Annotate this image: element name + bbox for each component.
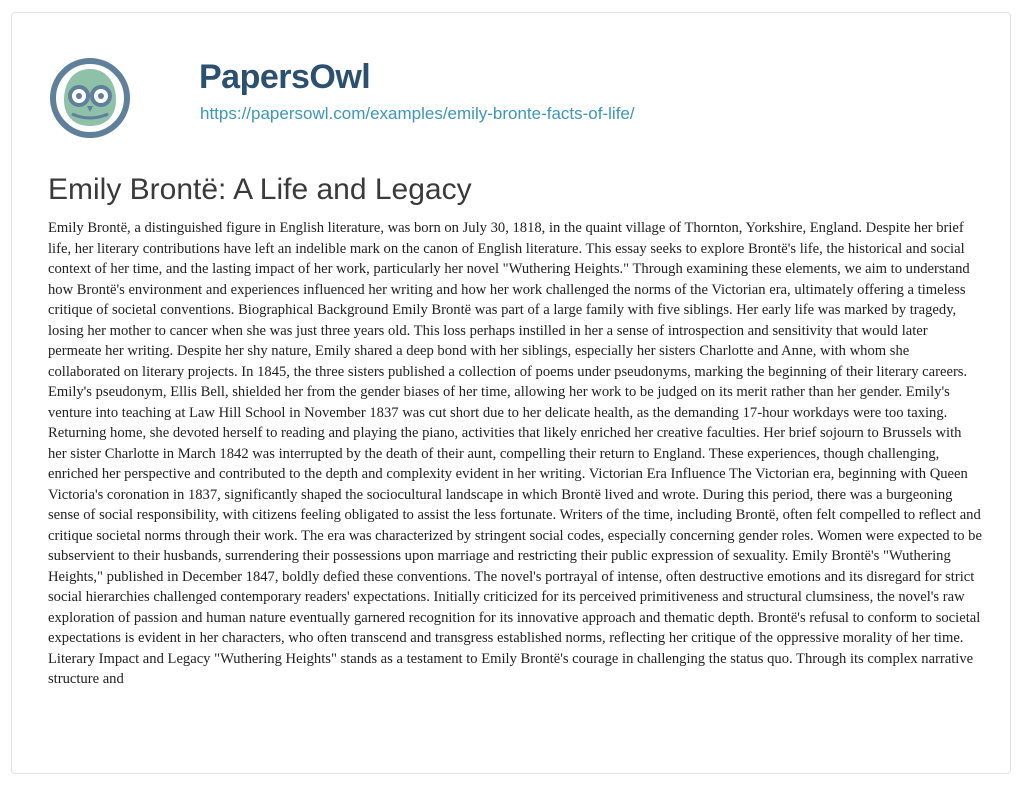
site-header — [48, 56, 748, 136]
essay-body: Emily Brontë, a distinguished figure in English literature, was born on July 30, 1818, in the quaint village of Thornton, Yorkshire, England. Despite her brief life, her literary contributions have left an indelible mark on the canon of English literature. This essay seeks to explore Brontë's life, the historical and social context of her time, and the lasting impact of her work, particularly her novel "Wuthering Heights." Through examining these elements, we aim to understand how Brontë's environment and experiences influenced her writing and how her work challenged the norms of the Victorian era, ultimately offering a timeless critique of societal conventions. Biographical Background Emily Brontë was part of a large family with five siblings. Her early life was marked by tragedy, losing her mother to cancer when she was just three years old. This loss perhaps instilled in her a sense of introspection and sensitivity that would later permeate her writing. Despite her shy nature, Emily shared a deep bond with her siblings, especially her sisters Charlotte and Anne, with whom she collaborated on literary projects. In 1845, the three sisters published a collection of poems under pseudonyms, marking the beginning of their literary careers. Emily's pseudonym, Ellis Bell, shielded her from the gender biases of her time, allowing her work to be judged on its merit rather than her gender. Emily's venture into teaching at Law Hill School in November 1837 was cut short due to her delicate health, as the demanding 17-hour workdays were too taxing. Returning home, she devoted herself to reading and playing the piano, activities that likely enriched her creative faculties. Her brief sojourn to Brussels with her sister Charlotte in March 1842 was interrupted by the death of their aunt, compelling their return to England. These experiences, though challenging, enriched her perspective and contributed to the depth and complexity evident in her writing. Victorian Era Influence The Victorian era, beginning with Queen Victoria's coronation in 1837, significantly shaped the sociocultural landscape in which Brontë lived and wrote. During this period, there was a burgeoning sense of social responsibility, with citizens feeling obligated to assist the less fortunate. Writers of the time, including Brontë, often felt compelled to reflect and critique societal norms through their work. The era was characterized by stringent social codes, especially concerning gender roles. Women were expected to be subservient to their husbands, surrendering their possessions upon marriage and restricting their public expression of sexuality. Emily Brontë's "Wuthering Heights," published in December 1847, boldly defied these conventions. The novel's portrayal of intense, often destructive emotions and its disregard for strict social hierarchies challenged contemporary readers' expectations. Initially criticized for its perceived primitiveness and structural clumsiness, the novel's raw exploration of passion and human nature eventually garnered recognition for its innovative approach and thematic depth. Brontë's refusal to conform to societal expectations is evident in her characters, who often transcend and transgress established norms, reflecting her critique of the oppressive morality of her time. Literary Impact and Legacy "Wuthering Heights" stands as a testament to Emily Brontë's courage in challenging the status quo. Through its complex narrative structure and — [48, 220, 982, 687]
essay-title: Emily Brontë: A Life and Legacy — [48, 173, 472, 206]
source-url-link[interactable]: https://papersowl.com/examples/emily-bronte-facts-of-life/ — [200, 104, 635, 123]
owl-logo-icon[interactable] — [48, 56, 132, 140]
brand-name[interactable]: PapersOwl — [199, 58, 371, 96]
